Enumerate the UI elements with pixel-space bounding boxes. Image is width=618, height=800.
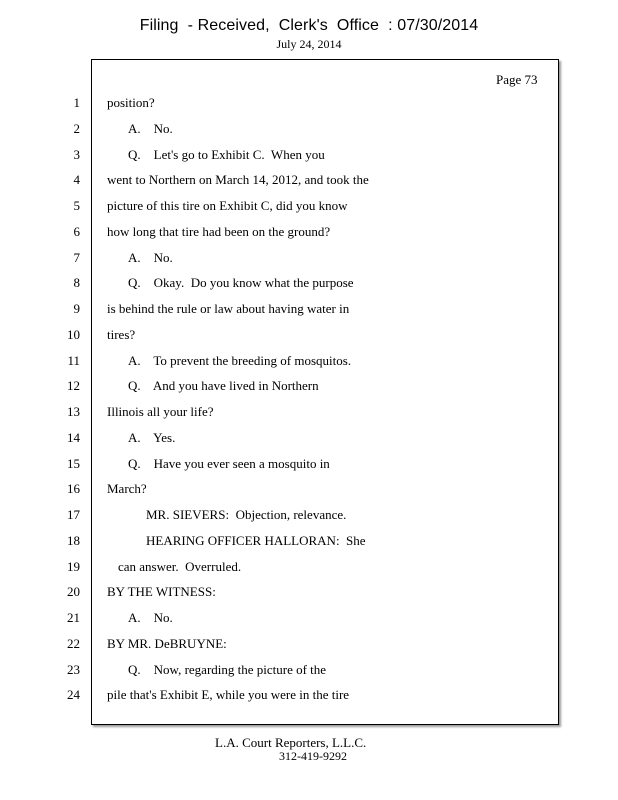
line-number: 14: [67, 429, 80, 445]
transcript-line: can answer. Overruled.: [118, 558, 242, 574]
line-number: 6: [73, 223, 80, 239]
transcript-line: A. To prevent the breeding of mosquitos.: [128, 352, 352, 368]
line-number: 16: [67, 481, 80, 497]
line-number: 20: [67, 584, 80, 600]
line-number: 10: [67, 326, 80, 342]
line-number: 23: [67, 661, 80, 677]
line-number: 9: [73, 301, 80, 316]
line-number: 1: [73, 95, 80, 110]
line-number: 19: [67, 558, 80, 574]
line-number: 13: [67, 404, 80, 419]
line-number: 17: [67, 507, 80, 522]
line-number: 7: [73, 249, 80, 265]
transcript-line: Q. Now, regarding the picture of the: [128, 661, 327, 677]
footer-company: L.A. Court Reporters, L.L.C.: [215, 735, 367, 750]
transcript-line: BY MR. DeBRUYNE:: [107, 635, 227, 651]
line-number: 3: [73, 146, 80, 162]
line-number: 21: [67, 610, 80, 625]
line-number: 18: [67, 532, 80, 548]
line-number: 4: [73, 172, 80, 188]
line-number: 8: [73, 275, 80, 291]
transcript-line: went to Northern on March 14, 2012, and took the: [107, 172, 369, 188]
transcript-line: MR. SIEVERS: Objection, relevance.: [146, 507, 347, 522]
transcript-line: A. Yes.: [128, 429, 176, 445]
transcript-line: A. No.: [128, 249, 173, 265]
transcript-line: Q. Okay. Do you know what the purpose: [128, 275, 354, 291]
transcript-line: Q. Have you ever seen a mosquito in: [128, 455, 330, 471]
transcript-line: A. No.: [128, 120, 173, 136]
line-number: 15: [67, 455, 80, 471]
line-number: 2: [73, 120, 80, 136]
line-number: 12: [67, 378, 80, 394]
transcript-line: Illinois all your life?: [107, 404, 214, 419]
line-number: 11: [67, 352, 80, 368]
transcript-line: BY THE WITNESS:: [107, 584, 216, 600]
transcript-line: Q. And you have lived in Northern: [128, 378, 319, 394]
transcript-line: tires?: [107, 326, 136, 342]
transcript-line: A. No.: [128, 610, 173, 625]
line-number: 22: [67, 635, 80, 651]
transcript-date: July 24, 2014: [276, 37, 342, 51]
filing-stamp: Filing - Received, Clerk's Office : 07/30/2014: [139, 17, 479, 34]
page-number: Page 73: [496, 72, 538, 87]
transcript-line: pile that's Exhibit E, while you were in the tire: [107, 687, 350, 703]
transcript-line: how long that tire had been on the ground?: [107, 223, 331, 239]
transcript-line: Q. Let's go to Exhibit C. When you: [128, 146, 325, 162]
transcript-line: position?: [107, 95, 155, 110]
transcript-line: HEARING OFFICER HALLORAN: She: [146, 532, 366, 548]
line-number: 24: [67, 687, 80, 703]
footer-phone: 312-419-9292: [279, 749, 347, 763]
transcript-line: picture of this tire on Exhibit C, did you know: [107, 198, 348, 213]
transcript-line: March?: [107, 481, 147, 497]
line-number: 5: [73, 198, 80, 213]
transcript-line: is behind the rule or law about having water in: [107, 301, 350, 316]
